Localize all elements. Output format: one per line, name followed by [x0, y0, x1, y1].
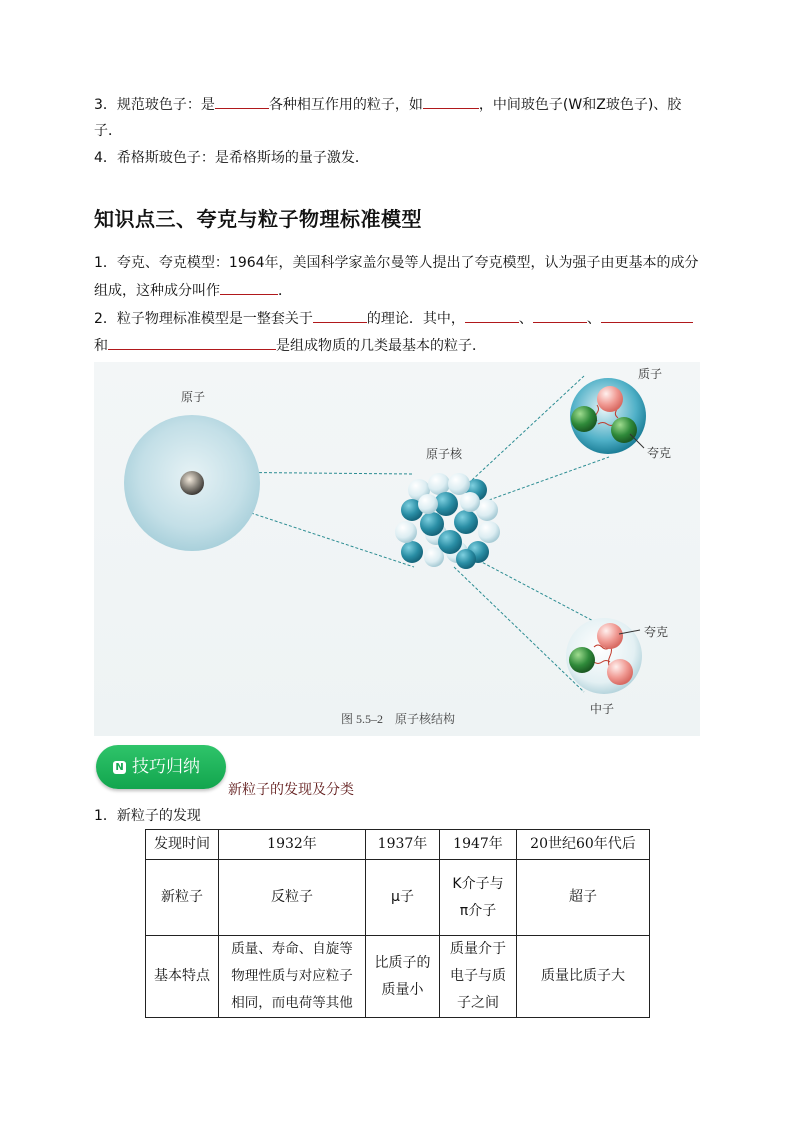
neutron-quark-red [607, 659, 633, 685]
figure-caption: 图 5.5–2 原子核结构 [340, 712, 456, 726]
cell-line: 质量、寿命、自旋等 [231, 941, 353, 957]
discovery-table [145, 829, 650, 1018]
proton-quark-green [571, 406, 597, 432]
text-segment: 是组成物质的几类最基本的粒子． [276, 338, 486, 354]
cell-line: 质量介于 [450, 941, 506, 957]
cell-line: 物理性质与对应粒子 [231, 968, 353, 984]
item-3-line [94, 94, 681, 115]
table-row [146, 830, 650, 860]
proton-quark-red [597, 386, 623, 412]
neutron-label: 中子 [589, 702, 615, 716]
text-segment: 、 [586, 311, 601, 327]
cell-line: 子之间 [457, 995, 499, 1011]
text-segment: ． [278, 283, 292, 299]
text-segment: 的理论．其中， [366, 311, 465, 327]
table-cell: 1932年 [219, 830, 366, 860]
table-header-cell: 发现时间 [146, 830, 219, 860]
table-cell: 1947年 [440, 830, 517, 860]
fill-blank[interactable] [423, 94, 479, 109]
fill-blank[interactable] [313, 308, 367, 323]
nucleus-structure-figure [94, 362, 700, 736]
item-3-continued: 子． [94, 123, 122, 139]
cell-line: K介子与 [452, 875, 504, 892]
badge-label: 技巧归纳 [132, 757, 200, 777]
atom-label: 原子 [180, 390, 206, 404]
table-cell: 1937年 [366, 830, 440, 860]
fill-blank[interactable] [108, 335, 276, 350]
tips-badge [96, 745, 226, 789]
text-segment: 和 [94, 338, 108, 354]
fill-blank[interactable] [533, 308, 587, 323]
nucleus-label: 原子核 [425, 447, 463, 461]
table-header-cell: 新粒子 [146, 860, 219, 936]
item-1-line: 1．夸克、夸克模型：1964年，美国科学家盖尔曼等人提出了夸克模型，认为强子由更基本的成分 [94, 255, 699, 271]
section-subtitle: 新粒子的发现及分类 [228, 782, 354, 798]
fill-blank[interactable] [215, 94, 269, 109]
badge-icon: N [113, 761, 126, 774]
table-cell [440, 936, 517, 1018]
table-row [146, 860, 650, 936]
fill-blank[interactable] [601, 308, 693, 323]
cell-line: 质量小 [381, 981, 424, 998]
table-cell: 超子 [517, 860, 650, 936]
neutron-quark-green [569, 647, 595, 673]
proton-label: 质子 [637, 367, 663, 381]
table-cell: 反粒子 [219, 860, 366, 936]
table-cell: 质量比质子大 [517, 936, 650, 1018]
text-segment: 2．粒子物理标准模型是一整套关于 [94, 311, 313, 327]
proton-quark-green [611, 417, 637, 443]
fill-blank[interactable] [465, 308, 519, 323]
cell-line: π介子 [459, 902, 497, 919]
text-segment: ，中间玻色子(W和Z玻色子)、胶 [478, 97, 682, 113]
item-2-continued [94, 335, 486, 356]
neutron-quark-red [597, 623, 623, 649]
table-cell [440, 860, 517, 936]
quark-label-bottom: 夸克 [643, 625, 669, 639]
cell-line: 相同，而电荷等其他 [231, 995, 353, 1011]
text-segment: 组成，这种成分叫作 [94, 283, 220, 299]
item-4-line: 4．希格斯玻色子：是希格斯场的量子激发． [94, 150, 369, 166]
table-row [146, 936, 650, 1018]
item-2-line [94, 308, 693, 329]
quark-label-top: 夸克 [646, 446, 672, 460]
fill-blank[interactable] [220, 280, 278, 295]
table-cell: 20世纪60年代后 [517, 830, 650, 860]
text-segment: 3．规范玻色子：是 [94, 97, 215, 113]
item-1-continued [94, 280, 292, 301]
cell-line: 比质子的 [374, 954, 431, 971]
atom-nucleus-dot [180, 471, 204, 495]
text-segment: 各种相互作用的粒子，如 [268, 97, 423, 113]
table-cell: μ子 [366, 860, 440, 936]
cell-line: 电子与质 [450, 968, 506, 984]
text-segment: 、 [518, 311, 533, 327]
table-header-cell: 基本特点 [146, 936, 219, 1018]
table-cell [366, 936, 440, 1018]
section-heading: 知识点三、夸克与粒子物理标准模型 [94, 207, 422, 231]
table-title: 1．新粒子的发现 [94, 808, 201, 824]
table-cell [219, 936, 366, 1018]
